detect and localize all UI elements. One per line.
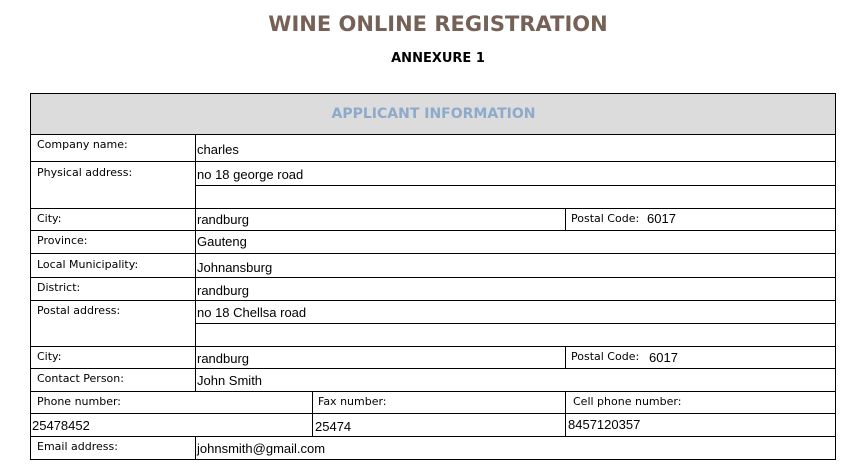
province-label: Province: bbox=[37, 234, 88, 247]
contact-person-label: Contact Person: bbox=[37, 372, 124, 385]
district-value: randburg bbox=[197, 283, 250, 298]
document-subtitle: ANNEXURE 1 bbox=[391, 51, 485, 66]
row-divider bbox=[30, 253, 836, 254]
table-border-top bbox=[30, 93, 836, 94]
row-divider bbox=[30, 300, 836, 301]
district-label: District: bbox=[37, 281, 81, 294]
city-label: City: bbox=[37, 350, 62, 363]
company-name-value: charles bbox=[197, 142, 239, 157]
postal-code-label: Postal Code: bbox=[571, 350, 640, 363]
email-address-value: johnsmith@gmail.com bbox=[197, 441, 326, 456]
section-header: APPLICANT INFORMATION bbox=[331, 106, 536, 122]
city-value: randburg bbox=[197, 351, 250, 366]
postal-address-label: Postal address: bbox=[37, 304, 121, 317]
row-divider bbox=[30, 230, 836, 231]
document-title: WINE ONLINE REGISTRATION bbox=[268, 12, 608, 36]
row-divider bbox=[30, 368, 836, 369]
row-divider bbox=[30, 277, 836, 278]
postal-code-value: 6017 bbox=[647, 211, 676, 226]
cell-phone-number-value: 8457120357 bbox=[568, 417, 641, 432]
column-divider bbox=[565, 346, 566, 368]
row-divider bbox=[30, 413, 836, 414]
postal-code-label: Postal Code: bbox=[571, 212, 640, 225]
city-label: City: bbox=[37, 212, 62, 225]
city-value: randburg bbox=[197, 212, 250, 227]
row-divider bbox=[30, 208, 836, 209]
physical-address-value: no 18 george road bbox=[197, 167, 304, 182]
postal-address-value: no 18 Chellsa road bbox=[197, 305, 307, 320]
physical-address-label: Physical address: bbox=[37, 166, 133, 179]
phone-number-value: 25478452 bbox=[32, 418, 90, 433]
column-divider bbox=[195, 436, 196, 460]
row-divider bbox=[195, 323, 836, 324]
postal-code-value: 6017 bbox=[649, 350, 678, 365]
row-divider bbox=[30, 134, 836, 135]
email-address-label: Email address: bbox=[37, 440, 118, 453]
cell-phone-number-label: Cell phone number: bbox=[573, 395, 682, 408]
row-divider bbox=[30, 391, 836, 392]
table-border-bottom bbox=[30, 459, 836, 460]
column-divider bbox=[565, 208, 566, 230]
column-divider bbox=[565, 391, 566, 436]
local-municipality-value: Johnansburg bbox=[197, 260, 273, 275]
column-divider bbox=[312, 391, 313, 436]
fax-number-label: Fax number: bbox=[318, 395, 387, 408]
phone-number-label: Phone number: bbox=[37, 395, 122, 408]
row-divider bbox=[195, 185, 836, 186]
row-divider bbox=[30, 346, 836, 347]
column-divider bbox=[195, 134, 196, 391]
fax-number-value: 25474 bbox=[315, 419, 352, 434]
row-divider bbox=[30, 161, 836, 162]
contact-person-value: John Smith bbox=[197, 373, 263, 388]
province-value: Gauteng bbox=[197, 234, 247, 249]
row-divider bbox=[30, 436, 836, 437]
company-name-label: Company name: bbox=[37, 138, 128, 151]
local-municipality-label: Local Municipality: bbox=[37, 258, 139, 271]
